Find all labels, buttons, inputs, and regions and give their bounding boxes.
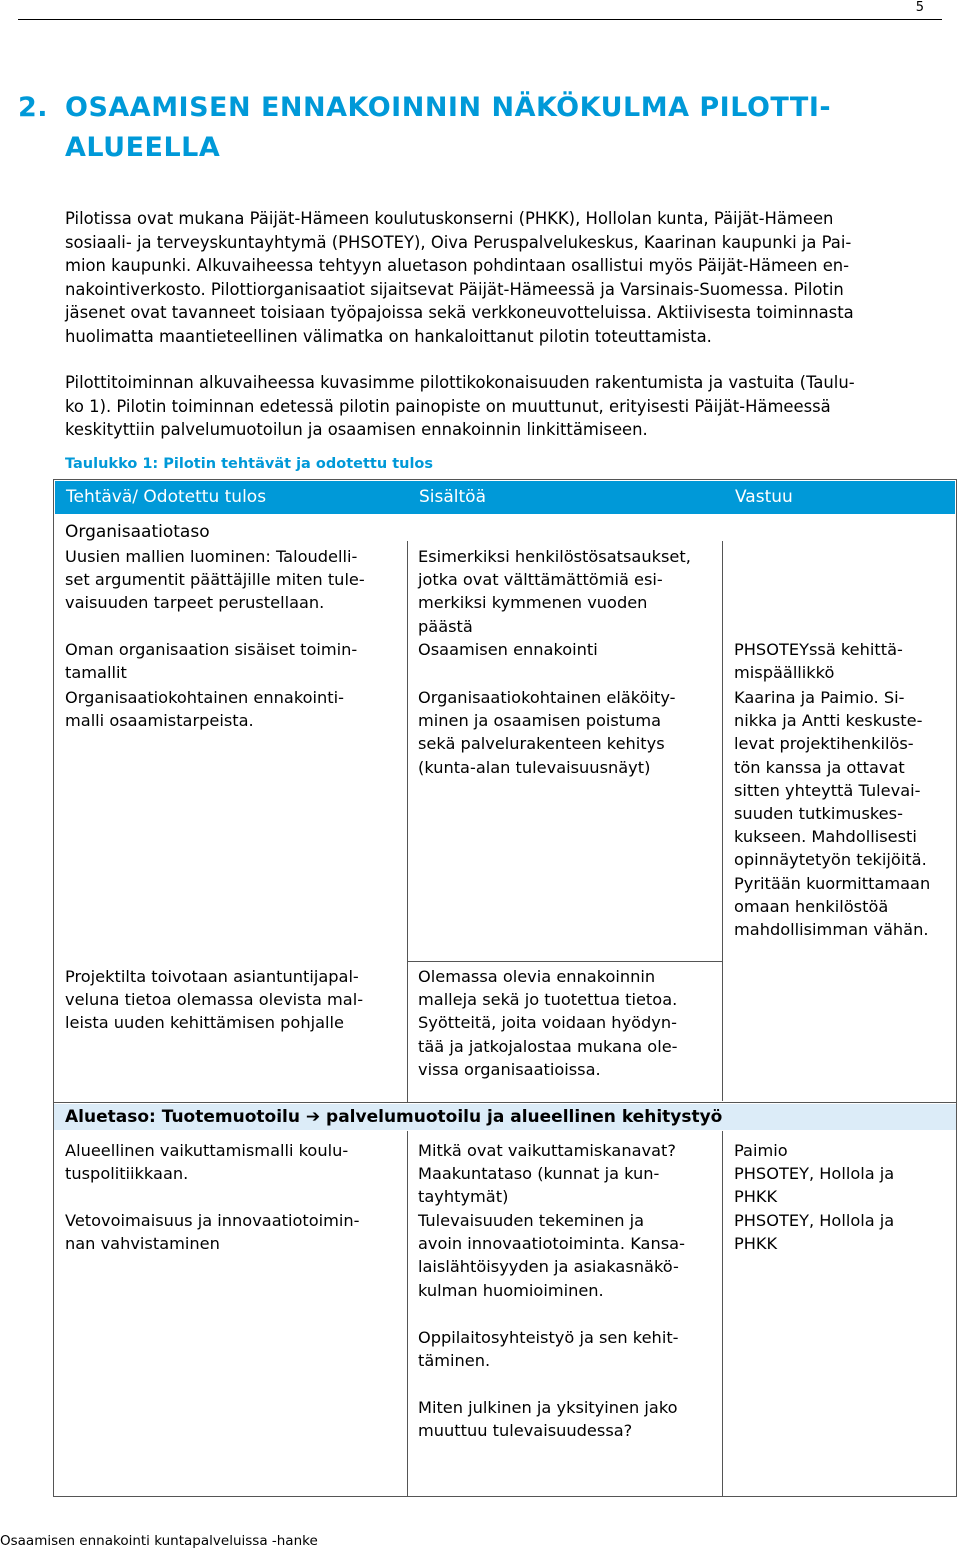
cell-line: Olemassa olevia ennakoinnin — [418, 967, 656, 986]
cell-line: vaisuuden tarpeet perustellaan. — [65, 593, 325, 613]
cell-line: leista uuden kehittämisen pohjalle — [65, 1013, 344, 1033]
cell-line: Vetovoimaisuus ja innovaatiotoimin- — [65, 1211, 360, 1230]
table-cell-task — [65, 965, 363, 1035]
text-line: mion kaupunki. Alkuvaiheessa tehtyyn aluetason pohdintaan osallistui myös Päijät-Hämeen en- — [65, 256, 850, 275]
cell-line: PHSOTEYssä kehittä- — [734, 640, 903, 659]
section-divider — [54, 1102, 956, 1103]
cell-line: minen ja osaamisen poistuma — [418, 711, 662, 731]
cell-line: sitten yhteyttä Tulevai- — [734, 780, 921, 800]
cell-line: Miten julkinen ja yksityinen jako — [418, 1398, 678, 1417]
text-line: Pilottitoiminnan alkuvaiheessa kuvasimme pilottikokonaisuuden rakentumista ja vastuita (Taulu- — [65, 373, 855, 392]
heading-line-1: OSAAMISEN ENNAKOINNIN NÄKÖKULMA PILOTTI- — [65, 92, 832, 123]
text-line: sosiaali- ja terveyskuntayhtymä (PHSOTEY), Oiva Peruspalvelukeskus, Kaarinan kaupunki ja Pai- — [65, 232, 852, 252]
header-task: Tehtävä/ Odotettu tulos — [66, 487, 267, 507]
second-paragraph — [65, 371, 927, 442]
cell-line: Organisaatiokohtainen eläköity- — [418, 688, 676, 707]
cell-line: Projektilta toivotaan asiantuntijapal- — [65, 967, 359, 986]
cell-line: omaan henkilöstöä — [734, 896, 889, 916]
table-cell-content — [418, 545, 691, 638]
cell-line: nikka ja Antti keskuste- — [734, 711, 923, 731]
header-responsibility: Vastuu — [735, 487, 793, 507]
cell-line: Oppilaitosyhteistyö ja sen kehit- — [418, 1328, 679, 1347]
header-rule — [18, 19, 942, 20]
cell-line: tön kanssa ja ottavat — [734, 757, 905, 777]
cell-line: mahdollisimman vähän. — [734, 920, 929, 940]
cell-line: (kunta-alan tulevaisuusnäyt) — [418, 757, 651, 777]
cell-line: Syötteitä, joita voidaan hyödyn- — [418, 1013, 677, 1033]
cell-line: Maakuntataso (kunnat ja kun- — [418, 1164, 660, 1184]
cell-line: avoin innovaatiotoiminta. Kansa- — [418, 1234, 685, 1254]
cell-line: nan vahvistaminen — [65, 1234, 220, 1254]
table-cell-content — [418, 686, 676, 779]
cell-line: Oman organisaation sisäiset toimin- — [65, 640, 358, 659]
cell-line: laislähtöisyyden ja asiakasnäkö- — [418, 1257, 679, 1277]
cell-line: opinnäytetyön tekijöitä. — [734, 850, 927, 870]
cell-line: PHSOTEY, Hollola ja — [734, 1211, 895, 1230]
column-divider — [722, 541, 723, 961]
cell-line: Tulevaisuuden tekeminen ja — [418, 1211, 645, 1230]
table-caption: Taulukko 1: Pilotin tehtävät ja odotettu tulos — [65, 456, 434, 472]
cell-line: tayhtymät) — [418, 1187, 509, 1207]
cell-line: veluna tietoa olemassa olevista mal- — [65, 990, 364, 1010]
cell-line: jotka ovat välttämättömiä esi- — [418, 570, 663, 590]
page-footer: Osaamisen ennakointi kuntapalveluissa -hanke — [0, 1533, 318, 1549]
text-line: ko 1). Pilotin toiminnan edetessä pilotin painopiste on muuttunut, erityisesti Päijät-Hämeessä — [65, 396, 831, 416]
cell-line: Osaamisen ennakointi — [418, 640, 598, 659]
table-cell-content — [418, 965, 678, 1081]
cell-line: päästä — [418, 616, 473, 636]
cell-line: levat projektihenkilös- — [734, 734, 914, 754]
row-divider — [407, 961, 723, 962]
cell-line: tää ja jatkojalostaa mukana ole- — [418, 1036, 678, 1056]
cell-line: sekä palvelurakenteen kehitys — [418, 734, 665, 754]
heading-number: 2. — [18, 92, 49, 123]
intro-paragraph — [65, 207, 927, 348]
table-cell-task — [65, 686, 344, 732]
column-divider — [407, 541, 408, 1102]
cell-line: PHKK — [734, 1234, 778, 1254]
column-divider — [722, 961, 723, 1101]
cell-line: Kaarina ja Paimio. Si- — [734, 688, 905, 707]
table-cell-content — [418, 1139, 676, 1209]
cell-line: Mitkä ovat vaikuttamiskanavat? — [418, 1141, 676, 1160]
cell-line: Organisaatiokohtainen ennakointi- — [65, 688, 344, 707]
table-cell-content — [418, 638, 598, 661]
cell-line: Alueellinen vaikuttamismalli koulu- — [65, 1141, 349, 1160]
table-cell-task — [65, 1139, 348, 1185]
table-cell-responsibility — [734, 1209, 894, 1255]
cell-line: Uusien mallien luominen: Taloudelli- — [65, 547, 358, 566]
text-line: jäsenet ovat tavanneet toisiaan työpajoissa sekä verkkoneuvotteluissa. Aktiivisesta toiminnasta — [65, 303, 854, 322]
table-header-row — [55, 481, 955, 514]
cell-line: Pyritään kuormittamaan — [734, 873, 931, 893]
page-number: 5 — [915, 0, 924, 15]
cell-line: kukseen. Mahdollisesti — [734, 827, 917, 847]
table-cell-responsibility — [734, 686, 930, 941]
cell-line: merkiksi kymmenen vuoden — [418, 593, 648, 613]
section-heading — [18, 88, 908, 168]
table-cell-task — [65, 1209, 360, 1255]
cell-line: kulman huomioiminen. — [418, 1280, 604, 1300]
table-cell-content — [418, 1209, 685, 1302]
heading-line-2: ALUEELLA — [65, 132, 221, 163]
cell-line: tamallit — [65, 663, 127, 683]
table-cell-responsibility — [734, 638, 903, 684]
cell-line: suuden tutkimuskes- — [734, 804, 903, 824]
table-cell-responsibility — [734, 1139, 894, 1209]
table-cell-content — [418, 1326, 679, 1372]
column-divider — [722, 1131, 723, 1496]
text-line: huolimatta maantieteellinen välimatka on hankaloittanut pilotin toteuttamista. — [65, 326, 712, 346]
text-line: Pilotissa ovat mukana Päijät-Hämeen koulutuskonserni (PHKK), Hollolan kunta, Päijät-Hämeen — [65, 209, 834, 228]
cell-line: PHSOTEY, Hollola ja — [734, 1164, 895, 1184]
cell-line: tuspolitiikkaan. — [65, 1164, 189, 1184]
cell-line: set argumentit päättäjille miten tule- — [65, 570, 365, 590]
cell-line: malli osaamistarpeista. — [65, 711, 254, 731]
cell-line: Paimio — [734, 1141, 788, 1160]
section-organization-title: Organisaatiotaso — [65, 522, 210, 542]
cell-line: malleja sekä jo tuotettua tietoa. — [418, 990, 678, 1010]
table-cell-content — [418, 1396, 678, 1442]
cell-line: vissa organisaatioissa. — [418, 1059, 601, 1079]
section-area-title: Aluetaso: Tuotemuotoilu ➔ palvelumuotoilu ja alueellinen kehitystyö — [54, 1104, 956, 1130]
cell-line: muuttuu tulevaisuudessa? — [418, 1421, 633, 1441]
cell-line: mispäällikkö — [734, 663, 835, 683]
cell-line: täminen. — [418, 1351, 491, 1371]
column-divider — [407, 1131, 408, 1496]
table-cell-task — [65, 638, 357, 684]
cell-line: Esimerkiksi henkilöstösatsaukset, — [418, 547, 691, 566]
text-line: nakointiverkosto. Pilottiorganisaatiot sijaitsevat Päijät-Hämeessä ja Varsinais-Suomessa. Pilotin — [65, 279, 844, 299]
cell-line: PHKK — [734, 1187, 778, 1207]
table-cell-task — [65, 545, 365, 615]
text-line: keskityttiin palvelumuotoilun ja osaamisen ennakoinnin linkittämiseen. — [65, 420, 648, 439]
header-content: Sisältöä — [419, 487, 486, 507]
